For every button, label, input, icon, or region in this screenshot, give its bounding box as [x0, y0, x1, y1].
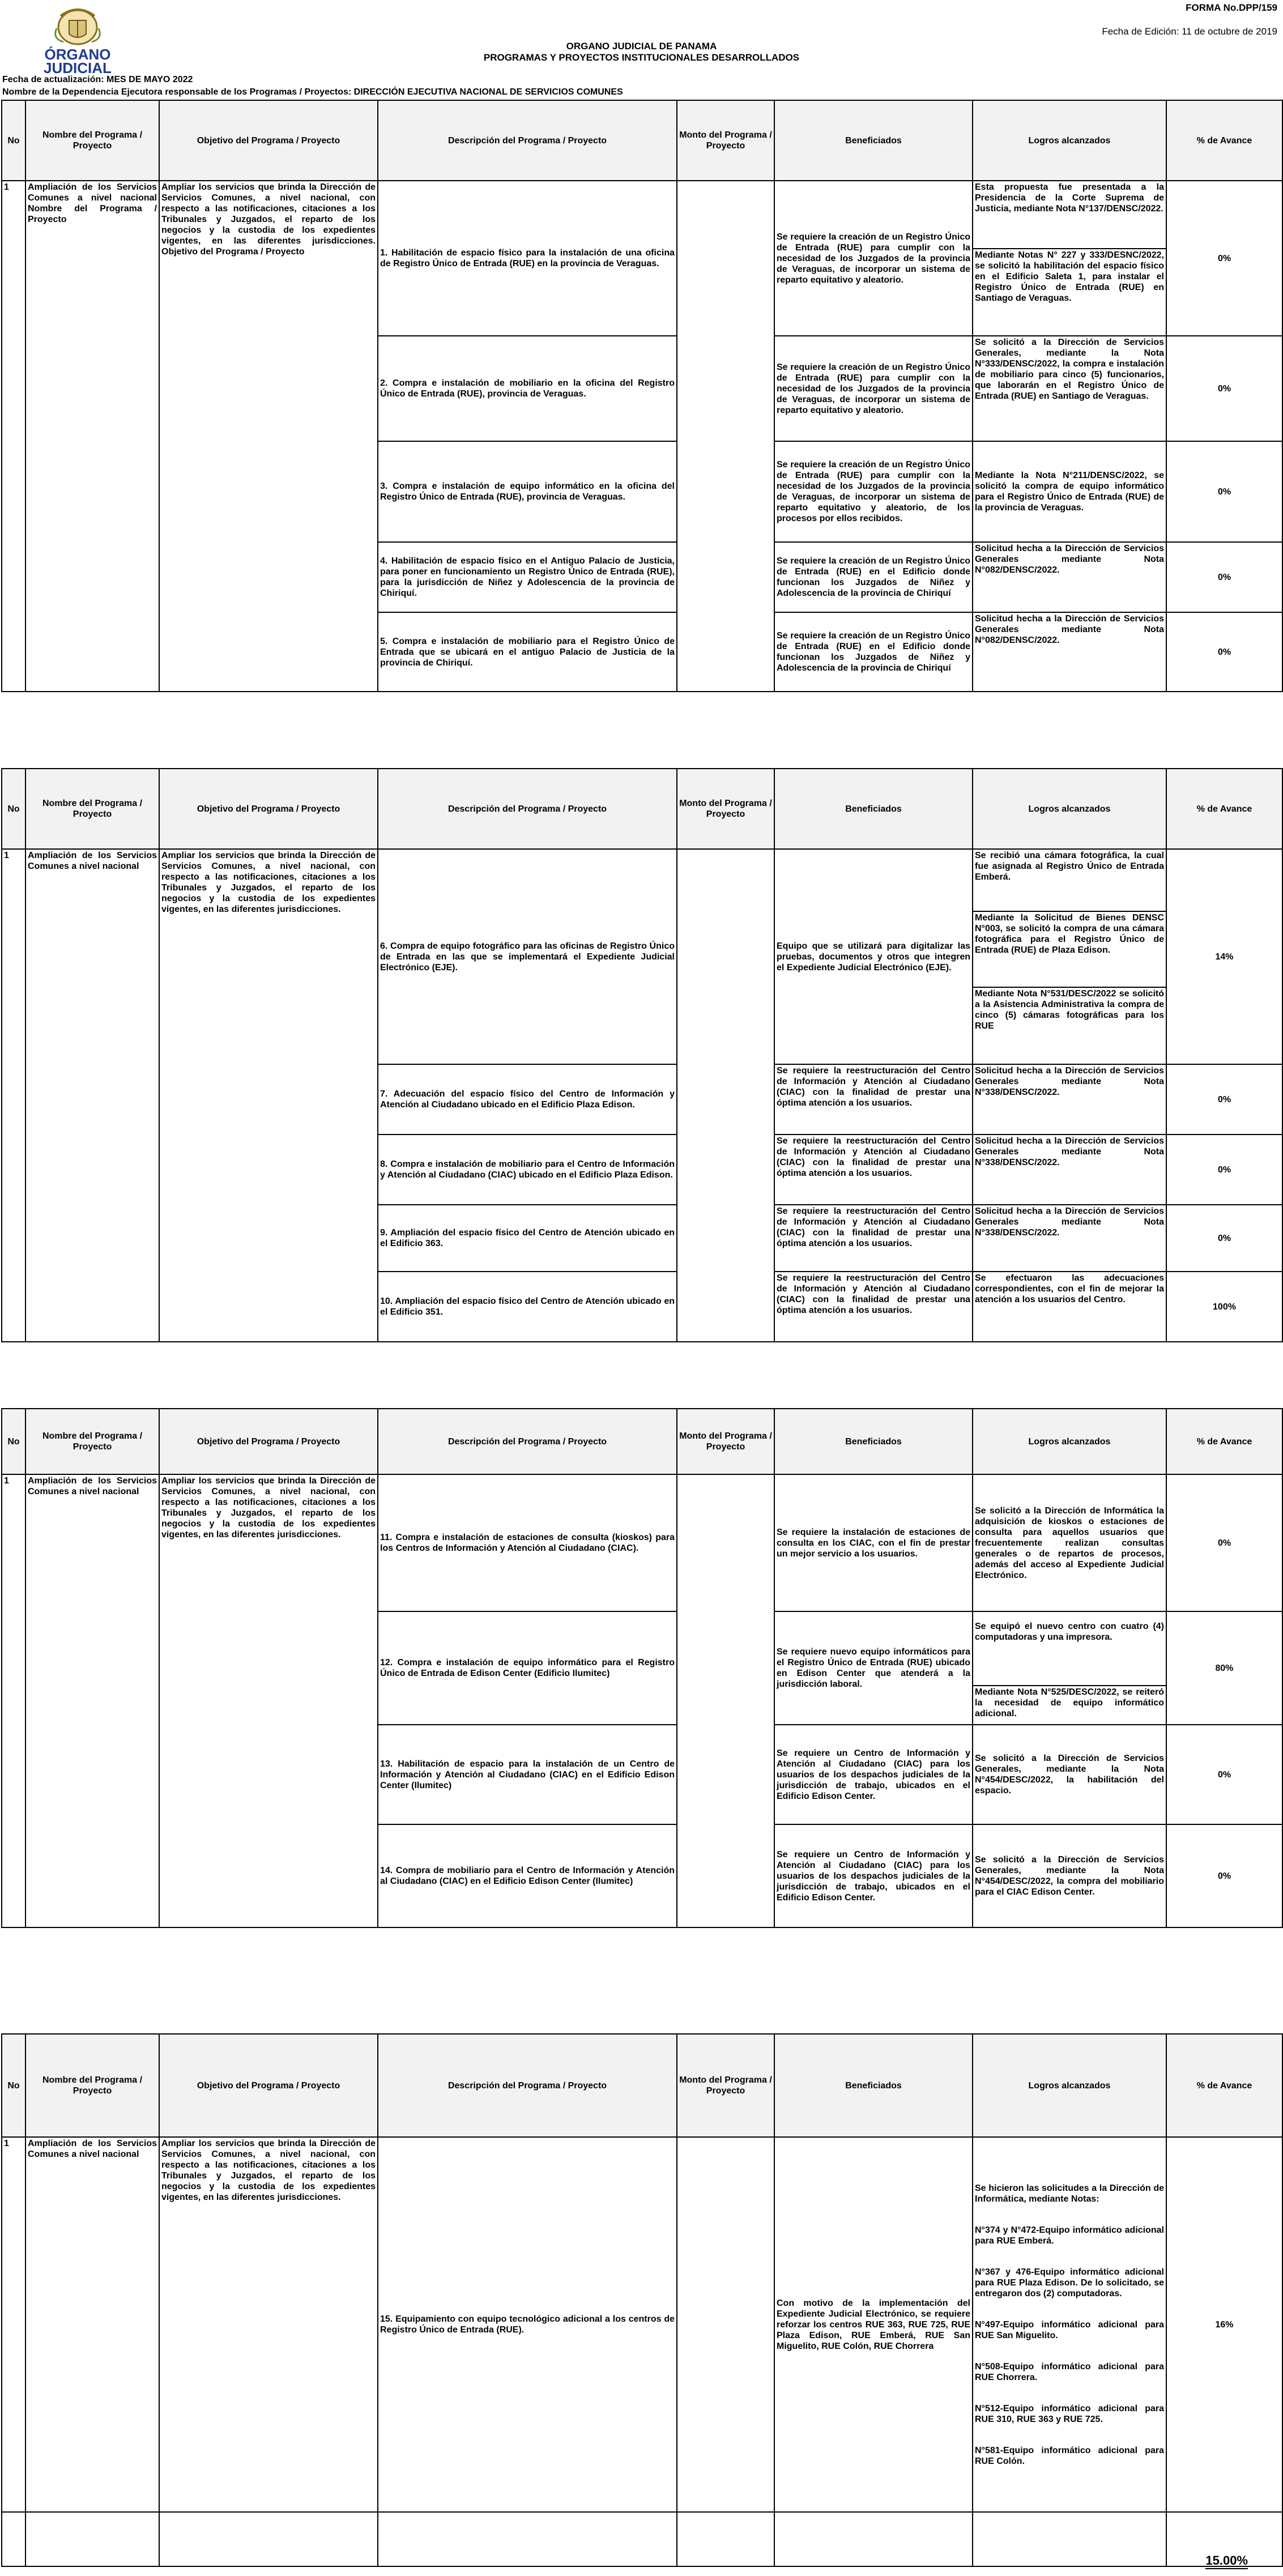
table-header-row — [2, 2034, 1282, 2137]
beneficiaries: Se requiere la reestructuración del Centro de Información y Atención al Ciudadano (CIAC) con la finalidad de prestar una óptima atención a los usuarios. — [774, 1205, 973, 1272]
beneficiaries: Se requiere la reestructuración del Centro de Información y Atención al Ciudadano (CIAC) con la finalidad de prestar una óptima atención a los usuarios. — [774, 1064, 973, 1135]
table-header-row — [2, 100, 1282, 181]
project-description: 1. Habilitación de espacio físico para la instalación de una oficina de Registro Único de Entrada (RUE) en la provincia de Veraguas. — [378, 181, 677, 336]
project-description: 14. Compra de mobiliario para el Centro de Información y Atención al Ciudadano (CIAC) en el Edificio Edison Center (Ilumitec) — [378, 1824, 677, 1927]
row-number: 1 — [2, 2137, 25, 2512]
achievements — [973, 2137, 1166, 2512]
achievement-item: Se equipó el nuevo centro con cuatro (4) computadoras y una impresora. — [975, 1622, 1164, 1642]
beneficiaries: Con motivo de la implementación del Expediente Judicial Electrónico, se requiere reforzar los centros RUE 363, RUE 725, RUE Plaza Edison, RUE Emberá, RUE San Miguelito, RUE Colón, RUE Chorrera — [774, 2137, 973, 2512]
progress-percent: 0% — [1166, 1725, 1282, 1824]
project-description: 4. Habilitación de espacio físico en el Antiguo Palacio de Justicia, para poner en funcionamiento un Registro Único de Entrada (RUE), para la jurisdicción de Niñez y Adolescencia de la provincia de Chiriquí. — [378, 542, 677, 612]
achievements — [973, 1611, 1166, 1725]
col-beneficiados: Beneficiados — [774, 1409, 973, 1474]
row-number: 1 — [2, 849, 25, 1342]
achievements — [973, 849, 1166, 1064]
project-description: 10. Ampliación del espacio físico del Centro de Atención ubicado en el Edificio 351. — [378, 1272, 677, 1342]
program-objective: Ampliar los servicios que brinda la Dirección de Servicios Comunes, a nivel nacional, con respecto a las notificaciones, citaciones a los Tribunales y Juzgados, el reparto de los negocios y la custodia de los expedientes vigentes, en las diferentes jurisdicciones. — [159, 849, 378, 1342]
progress-percent: 0% — [1166, 542, 1282, 612]
project-amount — [677, 181, 774, 692]
achievement-item: Mediante Nota N°531/DESC/2022 se solicitó a la Asistencia Administrativa la compra de cinco (5) cámaras fotográficas para los RUE — [973, 987, 1166, 1032]
col-beneficiados: Beneficiados — [774, 769, 973, 849]
form-number: FORMA No.DPP/159 — [1186, 2, 1277, 13]
table-row — [2, 181, 1282, 336]
col-no: No — [2, 1409, 25, 1474]
projects-table-1 — [1, 100, 1283, 692]
table-row — [2, 2137, 1282, 2512]
table-row — [2, 849, 1282, 1064]
col-logros: Logros alcanzados — [973, 1409, 1166, 1474]
col-no: No — [2, 2034, 25, 2137]
project-description: 8. Compra e instalación de mobiliario para el Centro de Información y Atención al Ciudadano (CIAC) ubicado en el Edificio Plaza Edison. — [378, 1135, 677, 1205]
achievement-item: Mediante la Solicitud de Bienes DENSC N°003, se solicitó la compra de una cámara fotográfica para el Registro Único de Entrada (RUE) de Plaza Edison. — [973, 911, 1166, 987]
achievements: Mediante la Nota N°211/DENSC/2022, se solicitó la compra de equipo informático para el Registro Único de Entrada (RUE) de la provincia de Veraguas. — [973, 441, 1166, 542]
achievements: Solicitud hecha a la Dirección de Servicios Generales mediante Nota N°082/DENSC/2022. — [973, 542, 1166, 612]
achievement-item: Se hicieron las solicitudes a la Dirección de Informática, mediante Notas: — [975, 2183, 1164, 2204]
col-avance: % de Avance — [1166, 2034, 1282, 2137]
achievement-item: Se recibió una cámara fotográfica, la cual fue asignada al Registro Único de Entrada Emberá. — [975, 851, 1164, 882]
col-nombre: Nombre del Programa / Proyecto — [25, 100, 159, 181]
program-name: Ampliación de los Servicios Comunes a nivel nacional — [25, 2137, 159, 2512]
col-objetivo: Objetivo del Programa / Proyecto — [159, 769, 378, 849]
achievement-item: N°367 y 476-Equipo informático adicional para RUE Plaza Edison. De lo solicitado, se entregaron dos (2) computadoras. — [975, 2267, 1164, 2298]
achievements: Solicitud hecha a la Dirección de Servicios Generales mediante Nota N°082/DENSC/2022. — [973, 612, 1166, 692]
progress-percent: 0% — [1166, 1205, 1282, 1272]
progress-percent: 0% — [1166, 1135, 1282, 1205]
beneficiaries: Se requiere un Centro de Información y Atención al Ciudadano (CIAC) para los usuarios de los despachos judiciales de la jurisdicción de trabajo, ubicados en el Edificio Edison Center. — [774, 1725, 973, 1824]
col-monto: Monto del Programa / Proyecto — [677, 2034, 774, 2137]
col-monto: Monto del Programa / Proyecto — [677, 1409, 774, 1474]
beneficiaries: Equipo que se utilizará para digitalizar las pruebas, documentos y otros que integren el Expediente Judicial Electrónico (EJE). — [774, 849, 973, 1064]
beneficiaries: Se requiere la reestructuración del Centro de Información y Atención al Ciudadano (CIAC) con la finalidad de prestar una óptima atención a los usuarios. — [774, 1272, 973, 1342]
col-nombre: Nombre del Programa / Proyecto — [25, 769, 159, 849]
progress-percent: 0% — [1166, 181, 1282, 336]
progress-percent: 0% — [1166, 1824, 1282, 1927]
achievements: Se solicitó a la Dirección de Informática la adquisición de kioskos o estaciones de consulta para aquellos usuarios que frecuentemente realizan consultas generales o de repartos de procesos, además del acceso al Expediente Judicial Electrónico. — [973, 1474, 1166, 1611]
table-header-row — [2, 769, 1282, 849]
project-description: 7. Adecuación del espacio físico del Centro de Información y Atención al Ciudadano ubicado en el Edificio Plaza Edison. — [378, 1064, 677, 1135]
beneficiaries: Se requiere la creación de un Registro Único de Entrada (RUE) para cumplir con la necesidad de los Juzgados de la provincia de Veraguas, de incorporar un sistema de reparto equitativo y aleatorio, de los procesos por ellos recibidos. — [774, 441, 973, 542]
achievements: Solicitud hecha a la Dirección de Servicios Generales mediante Nota N°338/DENSC/2022. — [973, 1064, 1166, 1135]
project-description: 3. Compra e instalación de equipo informático en la oficina del Registro Único de Entrada (RUE), provincia de Veraguas. — [378, 441, 677, 542]
achievements: Solicitud hecha a la Dirección de Servicios Generales mediante Nota N°338/DENSC/2022. — [973, 1205, 1166, 1272]
progress-percent: 0% — [1166, 612, 1282, 692]
beneficiaries: Se requiere la reestructuración del Centro de Información y Atención al Ciudadano (CIAC) con la finalidad de prestar una óptima atención a los usuarios. — [774, 1135, 973, 1205]
row-number: 1 — [2, 1474, 25, 1927]
achievement-item: N°497-Equipo informático adicional para RUE San Miguelito. — [975, 2319, 1164, 2340]
project-description: 11. Compra e instalación de estaciones de consulta (kioskos) para los Centros de Información y Atención al Ciudadano (CIAC). — [378, 1474, 677, 1611]
logo-text: ÓRGANO JUDICIAL — [44, 46, 112, 76]
program-objective: Ampliar los servicios que brinda la Dirección de Servicios Comunes, a nivel nacional, con respecto a las notificaciones, citaciones a los Tribunales y Juzgados, el reparto de los negocios y la custodia de los expedientes vigentes, en las diferentes jurisdicciones. — [159, 1474, 378, 1927]
projects-table-4 — [1, 2033, 1283, 2567]
beneficiaries: Se requiere la creación de un Registro Único de Entrada (RUE) en el Edificio donde funcionan los Juzgados de Niñez y Adolescencia de la provincia de Chiriquí — [774, 612, 973, 692]
project-description: 2. Compra e instalación de mobiliario en la oficina del Registro Único de Entrada (RUE), provincia de Veraguas. — [378, 336, 677, 441]
col-descripcion: Descripción del Programa / Proyecto — [378, 2034, 677, 2137]
update-date: Fecha de actualización: MES DE MAYO 2022 — [2, 75, 193, 84]
progress-percent: 0% — [1166, 336, 1282, 441]
document-subtitle: PROGRAMAS Y PROYECTOS INSTITUCIONALES DESARROLLADOS — [483, 52, 800, 63]
row-number: 1 — [2, 181, 25, 692]
beneficiaries: Se requiere la instalación de estaciones de consulta en los CIAC, con el fin de prestar un mejor servicio a los usuarios. — [774, 1474, 973, 1611]
achievement-item: Esta propuesta fue presentada a la Presidencia de la Corte Suprema de Justicia, mediante Nota N°137/DENSC/2022. — [975, 182, 1164, 214]
edition-date: Fecha de Edición: 11 de octubre de 2019 — [1102, 26, 1277, 37]
project-amount — [677, 2137, 774, 2512]
program-objective: Ampliar los servicios que brinda la Dirección de Servicios Comunes, a nivel nacional, con respecto a las notificaciones, citaciones a los Tribunales y Juzgados, el reparto de los negocios y la custodia de los expedientes vigentes, en las diferentes jurisdicciones. — [159, 2137, 378, 2512]
col-beneficiados: Beneficiados — [774, 100, 973, 181]
col-logros: Logros alcanzados — [973, 769, 1166, 849]
projects-table-2 — [1, 768, 1283, 1342]
col-objetivo: Objetivo del Programa / Proyecto — [159, 2034, 378, 2137]
program-objective: Ampliar los servicios que brinda la Dirección de Servicios Comunes, a nivel nacional, con respecto a las notificaciones, citaciones a los Tribunales y Juzgados, el reparto de los negocios y la custodia de los expedientes vigentes, en las diferentes jurisdicciones. Objetivo del Programa / Proyecto — [159, 181, 378, 692]
project-description: 5. Compra e instalación de mobiliario para el Registro Único de Entrada que se ubicará en el antiguo Palacio de Justicia de la provincia de Chiriquí. — [378, 612, 677, 692]
col-avance: % de Avance — [1166, 1409, 1282, 1474]
beneficiaries: Se requiere la creación de un Registro Único de Entrada (RUE) para cumplir con la necesidad de los Juzgados de la provincia de Veraguas, de incorporar un sistema de reparto equitativo y aleatorio. — [774, 181, 973, 336]
project-amount — [677, 1474, 774, 1927]
achievements: Se solicitó a la Dirección de Servicios Generales, mediante la Nota N°333/DENSC/2022, la compra e instalación de mobiliario para cinco (5) funcionarios, que laborarán en el Registro Único de Entrada (RUE) en Santiago de Veraguas. — [973, 336, 1166, 441]
table-header-row — [2, 1409, 1282, 1474]
col-beneficiados: Beneficiados — [774, 2034, 973, 2137]
progress-percent: 0% — [1166, 441, 1282, 542]
program-name: Ampliación de los Servicios Comunes a nivel nacional Nombre del Programa / Proyecto — [25, 181, 159, 692]
table-row — [2, 1474, 1282, 1611]
document-title: ORGANO JUDICIAL DE PANAMA — [566, 41, 717, 52]
project-description: 12. Compra e instalación de equipo informático para el Registro Único de Entrada de Edison Center (Edificio Ilumitec) — [378, 1611, 677, 1725]
beneficiaries: Se requiere la creación de un Registro Único de Entrada (RUE) para cumplir con la necesidad de los Juzgados de la provincia de Veraguas, de incorporar un sistema de reparto equitativo y aleatorio. — [774, 336, 973, 441]
col-monto: Monto del Programa / Proyecto — [677, 100, 774, 181]
col-no: No — [2, 769, 25, 849]
col-no: No — [2, 100, 25, 181]
project-description: 13. Habilitación de espacio para la instalación de un Centro de Información y Atención al Ciudadano (CIAC) en el Edificio Edison Center (Ilumitec) — [378, 1725, 677, 1824]
progress-percent: 14% — [1166, 849, 1282, 1064]
achievements: Solicitud hecha a la Dirección de Servicios Generales mediante Nota N°338/DENSC/2022. — [973, 1135, 1166, 1205]
beneficiaries: Se requiere un Centro de Información y Atención al Ciudadano (CIAC) para los usuarios de los despachos judiciales de la jurisdicción de trabajo, ubicados en el Edificio Edison Center. — [774, 1824, 973, 1927]
achievement-item: N°508-Equipo informático adicional para RUE Chorrera. — [975, 2361, 1164, 2382]
achievement-item: N°581-Equipo informático adicional para RUE Colón. — [975, 2445, 1164, 2466]
progress-percent: 0% — [1166, 1064, 1282, 1135]
project-description: 9. Ampliación del espacio físico del Centro de Atención ubicado en el Edificio 363. — [378, 1205, 677, 1272]
col-descripcion: Descripción del Programa / Proyecto — [378, 769, 677, 849]
col-objetivo: Objetivo del Programa / Proyecto — [159, 1409, 378, 1474]
achievement-item: Mediante Nota N°525/DESC/2022, se reiteró la necesidad de equipo informático adicional. — [973, 1685, 1166, 1720]
beneficiaries: Se requiere nuevo equipo informáticos para el Registro Único de Entrada (RUE) ubicado en Edison Center que atenderá a la jurisdicción laboral. — [774, 1611, 973, 1725]
progress-percent: 0% — [1166, 1474, 1282, 1611]
col-logros: Logros alcanzados — [973, 2034, 1166, 2137]
project-description: 6. Compra de equipo fotográfico para las oficinas de Registro Único de Entrada en las que se implementará el Expediente Judicial Electrónico (EJE). — [378, 849, 677, 1064]
achievement-item: N°512-Equipo informático adicional para RUE 310, RUE 363 y RUE 725. — [975, 2403, 1164, 2424]
achievements: Se solicitó a la Dirección de Servicios Generales, mediante la Nota N°454/DESC/2022, la habilitación del espacio. — [973, 1725, 1166, 1824]
col-descripcion: Descripción del Programa / Proyecto — [378, 1409, 677, 1474]
col-logros: Logros alcanzados — [973, 100, 1166, 181]
achievement-item: Mediante Notas N° 227 y 333/DESNC/2022, se solicitó la habilitación del espacio físico en el Edificio Saleta 1, para instalar el Registro Único de Entrada (RUE) en Santiago de Veraguas. — [973, 248, 1166, 304]
projects-table-3 — [1, 1408, 1283, 1928]
col-nombre: Nombre del Programa / Proyecto — [25, 1409, 159, 1474]
program-name: Ampliación de los Servicios Comunes a nivel nacional — [25, 1474, 159, 1927]
progress-percent: 80% — [1166, 1611, 1282, 1725]
executing-unit: Nombre de la Dependencia Ejecutora responsable de los Programas / Proyectos: DIRECCIÓN EJECUTIVA NACIONAL DE SERVICIOS COMUNES — [2, 87, 623, 97]
achievements: Se solicitó a la Dirección de Servicios Generales, mediante la Nota N°454/DESC/2022, la compra del mobiliario para el CIAC Edison Center. — [973, 1824, 1166, 1927]
col-avance: % de Avance — [1166, 769, 1282, 849]
project-description: 15. Equipamiento con equipo tecnológico adicional a los centros de Registro Único de Entrada (RUE). — [378, 2137, 677, 2512]
beneficiaries: Se requiere la creación de un Registro Único de Entrada (RUE) en el Edificio donde funcionan los Juzgados de Niñez y Adolescencia de la provincia de Chiriquí — [774, 542, 973, 612]
achievements: Se efectuaron las adecuaciones correspondientes, con el fin de mejorar la atención a los usuarios del Centro. — [973, 1272, 1166, 1342]
progress-percent: 100% — [1166, 1272, 1282, 1342]
achievements — [973, 181, 1166, 336]
col-descripcion: Descripción del Programa / Proyecto — [378, 100, 677, 181]
program-name: Ampliación de los Servicios Comunes a nivel nacional — [25, 849, 159, 1342]
progress-percent: 16% — [1166, 2137, 1282, 2512]
col-monto: Monto del Programa / Proyecto — [677, 769, 774, 849]
achievement-item: N°374 y N°472-Equipo informático adicional para RUE Emberá. — [975, 2225, 1164, 2246]
total-progress: 15.00% — [1205, 2553, 1248, 2569]
table-row-empty — [2, 2512, 1282, 2566]
col-objetivo: Objetivo del Programa / Proyecto — [159, 100, 378, 181]
col-nombre: Nombre del Programa / Proyecto — [25, 2034, 159, 2137]
col-avance: % de Avance — [1166, 100, 1282, 181]
project-amount — [677, 849, 774, 1342]
